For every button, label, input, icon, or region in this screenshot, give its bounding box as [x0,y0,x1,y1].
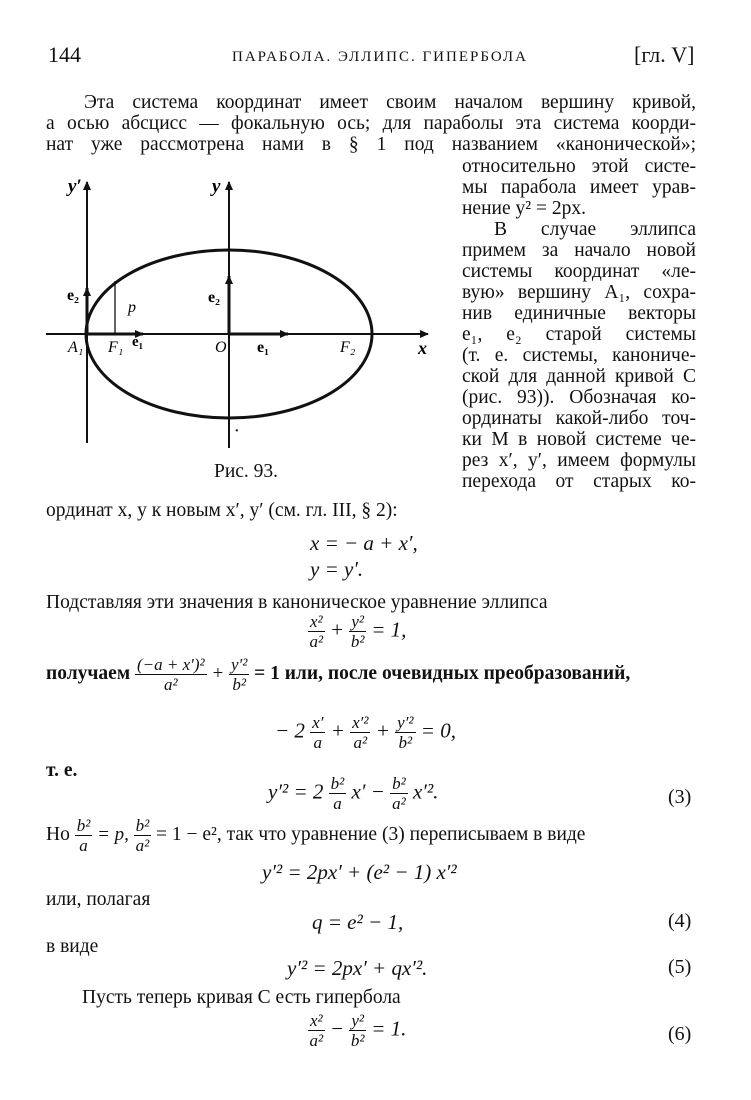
eq-transformed: − 2 $\frac{x'}{a}$ + $\frac{\text{x′²}}{\text{a²}}$ + $\frac{\text{y′²}}{\text{b²}}$ = 0, [275,713,456,752]
side-line: (рис. 93)). Обозначая ко- [462,387,696,408]
eq-4: q = e² − 1, [312,910,404,934]
te-label: т. е. [46,760,78,781]
ellipse-figure [40,168,450,458]
para1-line3: нат уже рассмотрена нами в § 1 под названием «канонической»; [46,134,696,155]
obtain-line: получаем $\frac{\text{(−a + x′)²}}{\text{a²}}$ + $\frac{\text{y′²}}{\text{b²}}$ = 1 или, после очевидных преобразований, [46,655,631,694]
para1-line2: а осью абсцисс — фокальную ось; для параболы эта система коорди- [46,113,696,134]
side-line: рез x′, y′, имеем формулы [462,450,696,471]
eq-6-number: (6) [668,1023,692,1045]
eq-transform-y: y = y′. [310,557,364,581]
para1-line1: Эта система координат имеет своим началом вершину кривой, [84,92,696,113]
side-text-column [462,156,696,492]
eq-5-number: (5) [668,956,692,978]
eq-3-number: (3) [668,786,692,808]
side-line: ской для данной кривой C [462,366,696,387]
e2-left-label: e₂ [67,287,79,304]
origin-label: O [215,339,227,356]
page-number: 144 [48,42,81,67]
eq-4-number: (4) [668,910,692,932]
side-line: системы координат «ле- [462,261,696,282]
eq-transform-x: x = − a + x′, [310,531,418,555]
in-form-text: в виде [46,936,99,957]
e2-center-label: e₂ [208,289,220,306]
eq-3: y′² = 2 $\frac{\text{b²}}{a}$ x′ − $\frac{\text{b²}}{\text{a²}}$ x′². [268,774,439,813]
figure-point-mark: · [234,420,239,442]
side-line: (т. е. системы, канониче- [462,345,696,366]
side-line: ординаты какой-либо точ- [462,408,696,429]
x-label: x [418,338,427,358]
subst-text: Подставляя эти значения в каноническое уравнение эллипса [46,592,548,613]
side-line: относительно этой систе- [462,156,696,177]
side-line: нив единичные векторы [462,303,696,324]
eq-canonical: $\frac{\text{x²}}{\text{a²}}$ + $\frac{\text{y²}}{\text{b²}}$ = 1, [309,612,407,651]
e1-center-label: e₁ [257,339,269,356]
but-line: Но $\frac{\text{b²}}{a}$ = p, $\frac{\text{b²}}{\text{a²}}$ = 1 − e², так что уравнение (3) переписываем в виде [46,816,586,855]
e1-left-label: e₁ [132,334,144,350]
side-line: ки M в новой системе че- [462,429,696,450]
eq-rewritten: y′² = 2px′ + (e² − 1) x′² [262,860,457,884]
F1-label: F₁ [108,339,124,356]
running-title: ПАРАБОЛА. ЭЛЛИПС. ГИПЕРБОЛА [232,49,528,65]
hyperbola-text: Пусть теперь кривая C есть гипербола [82,987,401,1008]
side-line: мы парабола имеет урав- [462,177,696,198]
side-line: e₁, e₂ старой системы [462,324,696,345]
side-line: В случае эллипса [494,219,696,240]
chapter-ref: [гл. V] [634,42,695,67]
y-label: y [212,176,221,197]
y-prime-label: y′ [68,176,82,197]
side-line: нение y² = 2px. [462,198,586,219]
F2-label: F₂ [340,339,356,356]
p-label: p [128,299,136,316]
eq-5: y′² = 2px′ + qx′². [287,956,428,980]
side-line: вую» вершину A₁, сохра- [462,282,696,303]
line-after-figure: ординат x, y к новым x′, y′ (см. гл. III, § 2): [46,500,398,521]
or-setting-text: или, полагая [46,889,151,910]
side-line: перехода от старых ко- [462,471,696,492]
side-line: примем за начало новой [462,240,696,261]
figure-caption: Рис. 93. [214,461,279,482]
eq-6: $\frac{\text{x²}}{\text{a²}}$ − $\frac{\text{y²}}{\text{b²}}$ = 1. [309,1011,407,1050]
A1-label: A₁ [68,339,84,356]
